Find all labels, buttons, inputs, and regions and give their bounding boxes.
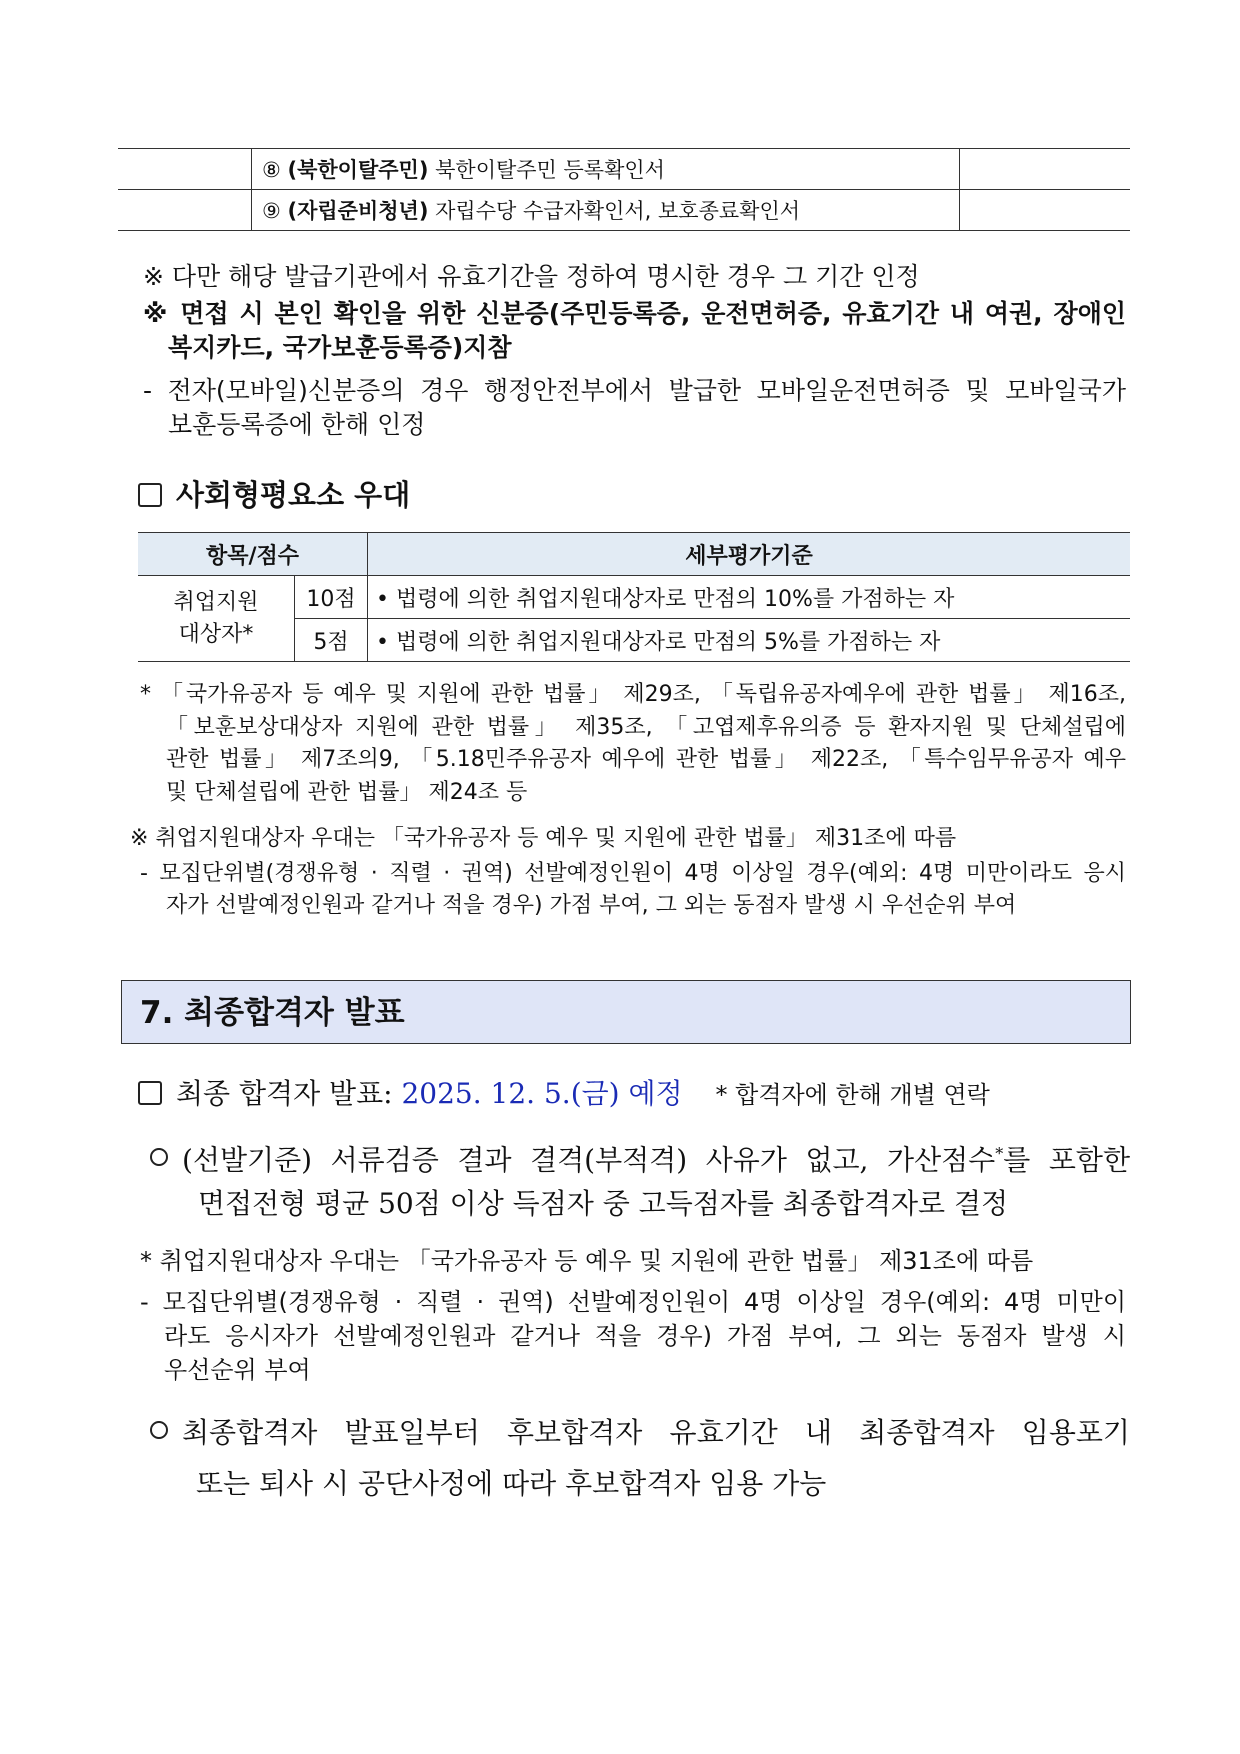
table-row [138, 576, 1130, 619]
note-validity: ※ 다만 해당 발급기관에서 유효기간을 정하여 명시한 경우 그 기간 인정 [143, 262, 920, 291]
bonus-rules-7 [140, 1285, 1126, 1387]
note-bonus-rules [140, 858, 1126, 922]
table-row [118, 149, 1130, 190]
table-cell-empty [960, 190, 1131, 231]
reserve-candidates [150, 1413, 1130, 1453]
item-category: (북한이탈주민) [287, 158, 429, 182]
note-id-required [143, 297, 1126, 331]
note-employment-support: ※ 취업지원대상자 우대는 「국가유공자 등 예우 및 지원에 관한 법률」 제31조에 따름 [130, 826, 957, 851]
note-id-line1: ※ 면접 시 본인 확인을 위한 신분증(주민등록증, 운전면허증, 유효기간 내 여권, 장애인 [143, 299, 1126, 328]
criteria-cell: • 법령에 의한 취업지원대상자로 만점의 5%를 가점하는 자 [368, 619, 1131, 662]
category-cell [138, 576, 295, 662]
score-cell: 5점 [295, 619, 368, 662]
criteria-cell: • 법령에 의한 취업지원대상자로 만점의 10%를 가점하는 자 [368, 576, 1131, 619]
section-heading-text: 사회형평요소 우대 [176, 478, 411, 512]
header-item-score: 항목/점수 [138, 533, 368, 576]
table-cell-empty [118, 149, 252, 190]
note-mobile-line1: - 전자(모바일)신분증의 경우 행정안전부에서 발급한 모바일운전면허증 및 모바일국가 [143, 376, 1126, 405]
circle-bullet-icon [150, 1421, 168, 1439]
table-cell-empty [118, 190, 252, 231]
footnote-line: 「보훈보상대상자 지원에 관한 법률」 제35조, 「고엽제후유의증 등 환자지원 및 단체설립에 [166, 714, 1126, 740]
category-line2: 대상자* [178, 621, 254, 647]
checkbox-square-icon [138, 483, 162, 507]
criteria-line1 [150, 1134, 1130, 1180]
reserve-text: 최종합격자 발표일부터 후보합격자 유효기간 내 최종합격자 임용포기 [182, 1416, 1130, 1449]
table-cell-empty [960, 149, 1131, 190]
criteria-text: (선발기준) 서류검증 결과 결격(부적격) 사유가 없고, 가산점수 [182, 1143, 996, 1177]
footnote-line: 관한 법률」 제7조의9, 「5.18민주유공자 예우에 관한 법률」 제22조, 「특수임무유공자 예우 [166, 747, 1126, 772]
item-number: ⑨ [262, 199, 281, 223]
header-criteria: 세부평가기준 [368, 533, 1131, 576]
bonus-line: 라도 응시자가 선발예정인원과 같거나 적을 경우) 가점 부여, 그 외는 동점자 발생 시 [164, 1322, 1126, 1350]
section-title: 7. 최종합격자 발표 [121, 980, 1131, 1044]
footnote-line: * 「국가유공자 등 예우 및 지원에 관한 법률」 제29조, 「독립유공자예우에 관한 법률」 제16조, [140, 682, 1126, 707]
reserve-line1 [150, 1413, 1130, 1453]
criteria-sup: * [995, 1144, 1004, 1163]
bonus-line: 자가 선발예정인원과 같거나 적을 경우) 가점 부여, 그 외는 동점자 발생 시 우선순위 부여 [166, 893, 1017, 918]
score-cell: 10점 [295, 576, 368, 619]
item-category: (자립준비청년) [287, 199, 429, 223]
criteria-text: 를 포함한 [1003, 1143, 1131, 1177]
section-heading [138, 475, 410, 515]
preference-table [138, 532, 1130, 662]
table-header-row [138, 533, 1130, 576]
law-footnote [140, 679, 1126, 809]
note-mobile-line2: 보훈등록증에 한해 인정 [168, 410, 426, 439]
footnote-line: 및 단체설립에 관한 법률」 제24조 등 [166, 779, 528, 805]
item-text: 북한이탈주민 등록확인서 [435, 158, 665, 182]
announcement-note: * 합격자에 한해 개별 연락 [715, 1081, 990, 1109]
item-text: 자립수당 수급자확인서, 보호종료확인서 [435, 199, 801, 223]
category-line1: 취업지원 [173, 589, 259, 615]
checkbox-square-icon [138, 1081, 162, 1105]
bonus-line: 우선순위 부여 [164, 1356, 311, 1384]
item-number: ⑧ [262, 158, 281, 182]
selection-criteria [150, 1134, 1130, 1180]
announcement-label: 최종 합격자 발표: [176, 1077, 393, 1110]
announcement-line [138, 1074, 990, 1115]
table-cell [252, 190, 960, 231]
note-mobile-id [143, 374, 1126, 408]
note-id-line2: 복지카드, 국가보훈등록증)지참 [168, 333, 512, 362]
reserve-line2: 또는 퇴사 시 공단사정에 따라 후보합격자 임용 가능 [196, 1467, 827, 1500]
star-note: * 취업지원대상자 우대는 「국가유공자 등 예우 및 지원에 관한 법률」 제31조에 따름 [140, 1247, 1034, 1275]
table-row [118, 190, 1130, 231]
document-table [118, 148, 1130, 231]
criteria-line2: 면접전형 평균 50점 이상 득점자 중 고득점자를 최종합격자로 결정 [198, 1187, 1009, 1220]
table-cell [252, 149, 960, 190]
bonus-line: - 모집단위별(경쟁유형 · 직렬 · 권역) 선발예정인원이 4명 이상일 경우(예외: 4명 미만이라도 응시 [140, 861, 1126, 886]
announcement-date: 2025. 12. 5.(금) 예정 [401, 1077, 683, 1110]
bonus-line: - 모집단위별(경쟁유형 · 직렬 · 권역) 선발예정인원이 4명 이상일 경우(예외: 4명 미만이 [140, 1288, 1126, 1316]
circle-bullet-icon [150, 1148, 168, 1166]
